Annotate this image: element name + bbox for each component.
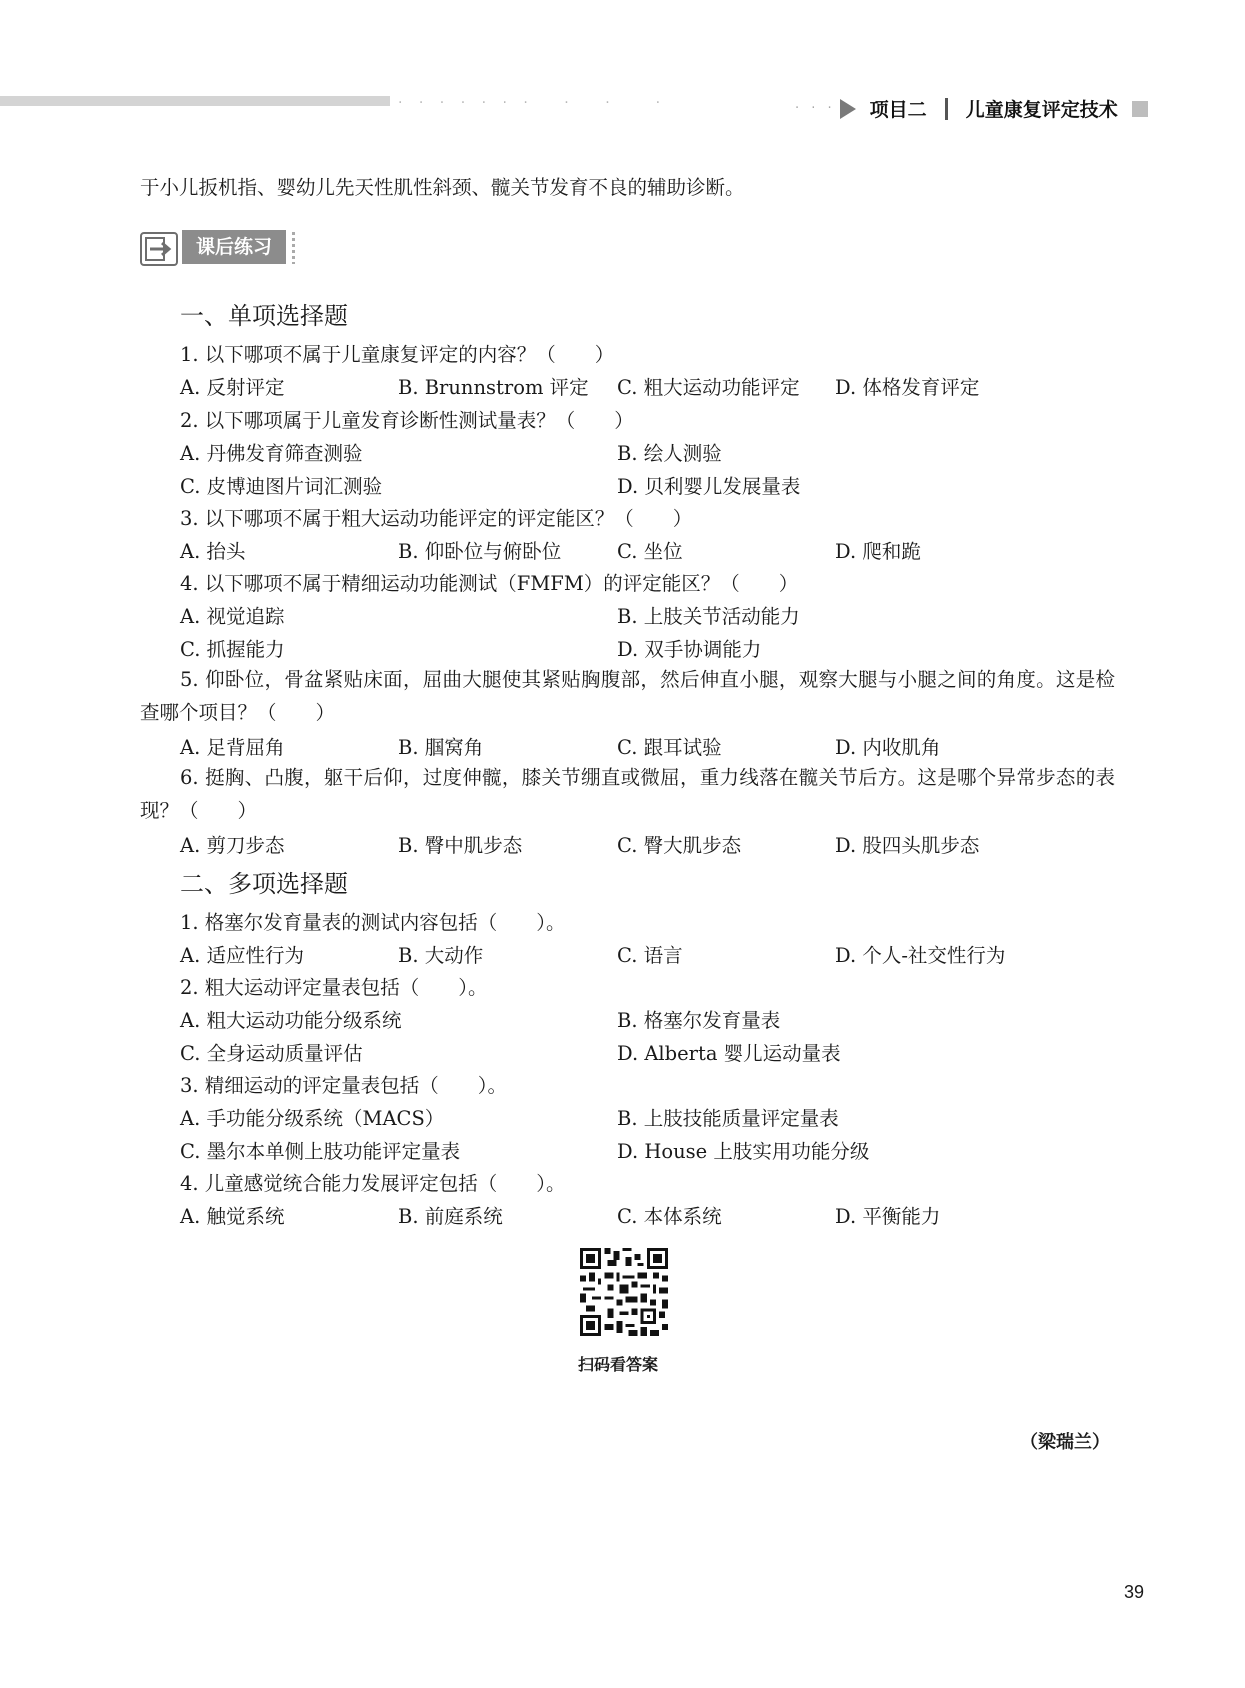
question-1-1: 1. 以下哪项不属于儿童康复评定的内容？（ ） — [180, 343, 615, 366]
exercise-arrow-icon — [140, 232, 178, 266]
header-decor-bar — [0, 96, 390, 106]
section-title-single-choice: 一、单项选择题 — [180, 302, 348, 330]
question-1-5: 5. 仰卧位，骨盆紧贴床面，屈曲大腿使其紧贴胸腹部，然后伸直小腿，观察大腿与小腿之间的角度。这是检查哪个项目？（ ） — [140, 668, 1115, 724]
running-header — [795, 95, 1148, 122]
option: B. 格塞尔发育量表 — [617, 1009, 781, 1032]
author: （梁瑞兰） — [1020, 1432, 1110, 1453]
option: C. 本体系统 — [617, 1205, 722, 1228]
intro-paragraph: 于小儿扳机指、婴幼儿先天性肌性斜颈、髋关节发育不良的辅助诊断。 — [140, 176, 745, 199]
option: C. 语言 — [617, 944, 683, 967]
option: D. 内收肌角 — [835, 736, 941, 759]
header-title: 儿童康复评定技术 — [965, 99, 1118, 121]
question-1-2: 2. 以下哪项属于儿童发育诊断性测试量表？（ ） — [180, 409, 634, 432]
option: C. 跟耳试验 — [617, 736, 722, 759]
header-project: 项目二 — [869, 99, 927, 121]
option: C. 粗大运动功能评定 — [617, 376, 800, 399]
question-2-1: 1. 格塞尔发育量表的测试内容包括（ ）。 — [180, 911, 566, 934]
option: B. 仰卧位与俯卧位 — [398, 540, 562, 563]
option: A. 丹佛发育筛查测验 — [180, 442, 363, 465]
option: C. 全身运动质量评估 — [180, 1042, 363, 1065]
option: D. 爬和跪 — [835, 540, 921, 563]
option: D. 股四头肌步态 — [835, 834, 980, 857]
option: D. House 上肢实用功能分级 — [617, 1140, 870, 1163]
option: C. 坐位 — [617, 540, 683, 563]
question-1-4: 4. 以下哪项不属于精细运动功能测试（FMFM）的评定能区？（ ） — [180, 572, 799, 595]
page-number: 39 — [1124, 1582, 1145, 1602]
option: C. 皮博迪图片词汇测验 — [180, 475, 383, 498]
section-badge: 课后练习 — [182, 230, 286, 264]
option: B. 腘窝角 — [398, 736, 484, 759]
option: D. 贝利婴儿发展量表 — [617, 475, 801, 498]
option: D. 平衡能力 — [835, 1205, 941, 1228]
option: A. 足背屈角 — [180, 736, 285, 759]
question-2-4: 4. 儿童感觉统合能力发展评定包括（ ）。 — [180, 1172, 566, 1195]
option: C. 墨尔本单侧上肢功能评定量表 — [180, 1140, 461, 1163]
option: D. 个人-社交性行为 — [835, 944, 1006, 967]
header-separator — [945, 98, 948, 120]
option: C. 臀大肌步态 — [617, 834, 742, 857]
qr-caption: 扫码看答案 — [578, 1355, 659, 1374]
header-dots: · · · — [795, 101, 836, 116]
option: A. 抬头 — [180, 540, 246, 563]
section-title-multiple-choice: 二、多项选择题 — [180, 870, 348, 898]
option: B. 上肢关节活动能力 — [617, 605, 800, 628]
question-1-3: 3. 以下哪项不属于粗大运动功能评定的评定能区？（ ） — [180, 507, 693, 530]
header-decor-dots: · · · · · · · · · · — [398, 95, 667, 111]
badge-decor — [292, 232, 295, 264]
option: A. 反射评定 — [180, 376, 285, 399]
option: A. 剪刀步态 — [180, 834, 285, 857]
option: B. Brunnstrom 评定 — [398, 376, 589, 399]
option: B. 绘人测验 — [617, 442, 722, 465]
option: D. 双手协调能力 — [617, 638, 762, 661]
option: C. 抓握能力 — [180, 638, 285, 661]
question-2-3: 3. 精细运动的评定量表包括（ ）。 — [180, 1074, 508, 1097]
header-arrow-icon — [840, 99, 856, 119]
option: B. 大动作 — [398, 944, 484, 967]
option: A. 适应性行为 — [180, 944, 304, 967]
answer-qr-code-icon[interactable] — [580, 1248, 668, 1336]
question-2-2: 2. 粗大运动评定量表包括（ ）。 — [180, 976, 488, 999]
option: A. 触觉系统 — [180, 1205, 285, 1228]
option: A. 视觉追踪 — [180, 605, 285, 628]
option: D. Alberta 婴儿运动量表 — [617, 1042, 841, 1065]
option: D. 体格发育评定 — [835, 376, 980, 399]
option: B. 上肢技能质量评定量表 — [617, 1107, 839, 1130]
option: A. 手功能分级系统（MACS） — [180, 1107, 445, 1130]
header-square-icon — [1132, 101, 1148, 117]
option: B. 臀中肌步态 — [398, 834, 523, 857]
question-1-6: 6. 挺胸、凸腹，躯干后仰，过度伸髋，膝关节绷直或微屈，重力线落在髋关节后方。这是哪个异常步态的表现？（ ） — [140, 766, 1115, 822]
option: A. 粗大运动功能分级系统 — [180, 1009, 402, 1032]
option: B. 前庭系统 — [398, 1205, 503, 1228]
